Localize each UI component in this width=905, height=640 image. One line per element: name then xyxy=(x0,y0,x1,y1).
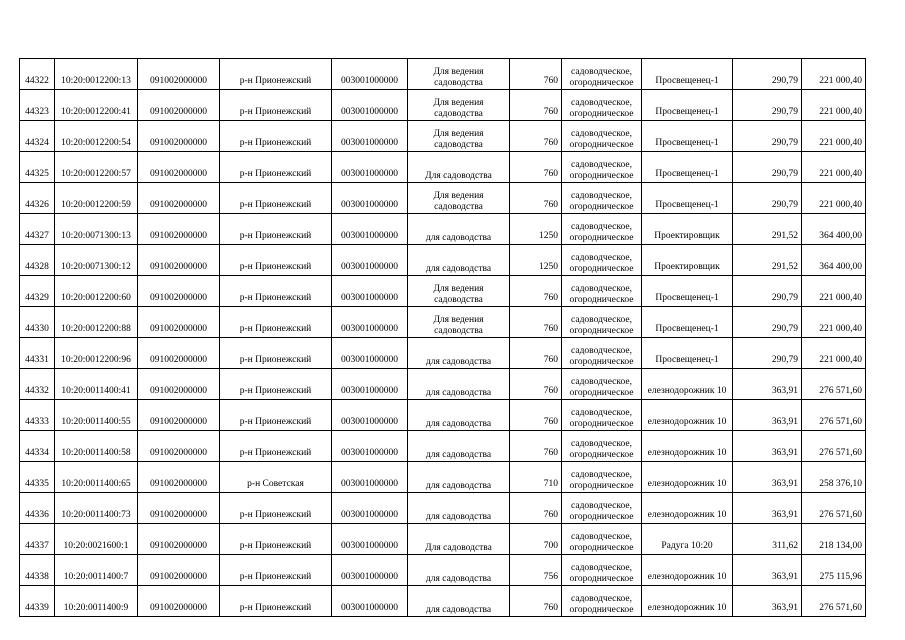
land-category-cell xyxy=(562,400,642,431)
association-cell: Просвещенец-1 xyxy=(642,152,733,183)
cadastral-number-cell: 10:20:0011400:9 xyxy=(55,586,138,617)
land-category-cell-line-1: садоводческое, xyxy=(571,67,632,77)
land-category-cell xyxy=(562,276,642,307)
rate-cell: 363,91 xyxy=(733,493,802,524)
cadastral-number-cell: 10:20:0012200:60 xyxy=(55,276,138,307)
district-cell: р-н Прионежский xyxy=(220,431,332,462)
record-number-cell: 44330 xyxy=(20,307,55,338)
permitted-use-cell-line-1: Для ведения xyxy=(433,98,484,108)
okato-code-cell: 091002000000 xyxy=(138,245,220,276)
oktmo-code-cell: 003001000000 xyxy=(332,245,408,276)
association-cell: Просвещенец-1 xyxy=(642,338,733,369)
area-cell: 760 xyxy=(510,493,562,524)
okato-code-cell: 091002000000 xyxy=(138,462,220,493)
record-number-cell: 44327 xyxy=(20,214,55,245)
land-category-cell-line-1: садоводческое, xyxy=(571,222,632,232)
district-cell: р-н Прионежский xyxy=(220,90,332,121)
permitted-use-cell xyxy=(408,555,510,586)
oktmo-code-cell: 003001000000 xyxy=(332,90,408,121)
land-category-cell-line-2: огородническое xyxy=(569,481,634,491)
cadastral-value-cell: 276 571,60 xyxy=(802,586,866,617)
land-category-cell-line-1: садоводческое, xyxy=(571,501,632,511)
oktmo-code-cell: 003001000000 xyxy=(332,276,408,307)
cadastral-value-cell: 221 000,40 xyxy=(802,307,866,338)
land-category-cell xyxy=(562,59,642,90)
permitted-use-cell-line-1: Для ведения xyxy=(433,284,484,294)
land-category-cell-line-2: огородническое xyxy=(569,233,634,243)
association-cell: Просвещенец-1 xyxy=(642,59,733,90)
land-category-cell-line-2: огородническое xyxy=(569,574,634,584)
land-category-cell-line-2: огородническое xyxy=(569,264,634,274)
permitted-use-cell xyxy=(408,152,510,183)
land-category-cell-line-2: огородническое xyxy=(569,202,634,212)
land-category-cell xyxy=(562,524,642,555)
record-number-cell: 44332 xyxy=(20,369,55,400)
permitted-use-cell xyxy=(408,586,510,617)
area-cell: 760 xyxy=(510,307,562,338)
permitted-use-cell-line-2: Для садоводства xyxy=(425,171,492,181)
area-cell: 760 xyxy=(510,90,562,121)
record-number-cell: 44336 xyxy=(20,493,55,524)
area-cell: 760 xyxy=(510,276,562,307)
association-cell: Просвещенец-1 xyxy=(642,90,733,121)
cadastral-number-cell: 10:20:0011400:65 xyxy=(55,462,138,493)
area-cell: 700 xyxy=(510,524,562,555)
permitted-use-cell-line-2: для садоводства xyxy=(425,388,492,398)
area-cell: 760 xyxy=(510,121,562,152)
table-row xyxy=(20,431,866,462)
record-number-cell: 44324 xyxy=(20,121,55,152)
permitted-use-cell xyxy=(408,462,510,493)
okato-code-cell: 091002000000 xyxy=(138,586,220,617)
cadastral-value-cell: 221 000,40 xyxy=(802,59,866,90)
association-cell: Проектировщик xyxy=(642,245,733,276)
permitted-use-cell-line-2: садоводства xyxy=(434,78,483,88)
association-cell: елезнодорожник 10 xyxy=(642,431,733,462)
land-category-cell xyxy=(562,555,642,586)
rate-cell: 290,79 xyxy=(733,276,802,307)
permitted-use-cell-line-1: Для ведения xyxy=(433,67,484,77)
cadastral-number-cell: 10:20:0012200:13 xyxy=(55,59,138,90)
area-cell: 760 xyxy=(510,59,562,90)
permitted-use-cell xyxy=(408,245,510,276)
land-category-cell-line-1: садоводческое, xyxy=(571,284,632,294)
permitted-use-cell-line-2: для садоводства xyxy=(425,481,492,491)
area-cell: 760 xyxy=(510,183,562,214)
permitted-use-cell-line-2: для садоводства xyxy=(425,512,492,522)
table-row xyxy=(20,183,866,214)
district-cell: р-н Прионежский xyxy=(220,276,332,307)
permitted-use-cell xyxy=(408,338,510,369)
cadastral-value-cell: 276 571,60 xyxy=(802,493,866,524)
oktmo-code-cell: 003001000000 xyxy=(332,493,408,524)
cadastral-number-cell: 10:20:0021600:1 xyxy=(55,524,138,555)
permitted-use-cell xyxy=(408,214,510,245)
land-category-cell-line-1: садоводческое, xyxy=(571,191,632,201)
okato-code-cell: 091002000000 xyxy=(138,338,220,369)
rate-cell: 363,91 xyxy=(733,586,802,617)
district-cell: р-н Советская xyxy=(220,462,332,493)
record-number-cell: 44335 xyxy=(20,462,55,493)
table-row xyxy=(20,369,866,400)
cadastral-value-cell: 276 571,60 xyxy=(802,369,866,400)
land-category-cell-line-2: огородническое xyxy=(569,78,634,88)
district-cell: р-н Прионежский xyxy=(220,338,332,369)
rate-cell: 363,91 xyxy=(733,555,802,586)
rate-cell: 363,91 xyxy=(733,431,802,462)
permitted-use-cell xyxy=(408,369,510,400)
permitted-use-cell-line-2: для садоводства xyxy=(425,264,492,274)
land-category-cell-line-1: садоводческое, xyxy=(571,253,632,263)
land-category-cell xyxy=(562,369,642,400)
land-category-cell-line-2: огородническое xyxy=(569,140,634,150)
cadastral-value-cell: 221 000,40 xyxy=(802,90,866,121)
table-row xyxy=(20,214,866,245)
record-number-cell: 44329 xyxy=(20,276,55,307)
cadastral-number-cell: 10:20:0011400:7 xyxy=(55,555,138,586)
land-category-cell-line-1: садоводческое, xyxy=(571,594,632,604)
oktmo-code-cell: 003001000000 xyxy=(332,555,408,586)
land-category-cell-line-1: садоводческое, xyxy=(571,98,632,108)
oktmo-code-cell: 003001000000 xyxy=(332,400,408,431)
cadastral-value-cell: 275 115,96 xyxy=(802,555,866,586)
record-number-cell: 44326 xyxy=(20,183,55,214)
oktmo-code-cell: 003001000000 xyxy=(332,369,408,400)
permitted-use-cell xyxy=(408,59,510,90)
okato-code-cell: 091002000000 xyxy=(138,121,220,152)
district-cell: р-н Прионежский xyxy=(220,152,332,183)
district-cell: р-н Прионежский xyxy=(220,555,332,586)
land-category-cell xyxy=(562,245,642,276)
cadastral-number-cell: 10:20:0071300:13 xyxy=(55,214,138,245)
cadastral-number-cell: 10:20:0011400:41 xyxy=(55,369,138,400)
land-category-cell xyxy=(562,493,642,524)
permitted-use-cell-line-2: для садоводства xyxy=(425,450,492,460)
okato-code-cell: 091002000000 xyxy=(138,59,220,90)
oktmo-code-cell: 003001000000 xyxy=(332,152,408,183)
permitted-use-cell xyxy=(408,400,510,431)
land-category-cell-line-1: садоводческое, xyxy=(571,377,632,387)
land-category-cell xyxy=(562,307,642,338)
cadastral-value-cell: 364 400,00 xyxy=(802,245,866,276)
cadastral-value-cell: 221 000,40 xyxy=(802,152,866,183)
association-cell: елезнодорожник 10 xyxy=(642,555,733,586)
land-category-cell-line-2: огородническое xyxy=(569,295,634,305)
rate-cell: 290,79 xyxy=(733,338,802,369)
land-category-cell xyxy=(562,431,642,462)
table-row xyxy=(20,152,866,183)
permitted-use-cell-line-2: для садоводства xyxy=(425,419,492,429)
cadastral-value-cell: 221 000,40 xyxy=(802,276,866,307)
cadastral-number-cell: 10:20:0011400:55 xyxy=(55,400,138,431)
table-row xyxy=(20,59,866,90)
okato-code-cell: 091002000000 xyxy=(138,555,220,586)
land-category-cell xyxy=(562,90,642,121)
okato-code-cell: 091002000000 xyxy=(138,307,220,338)
land-category-cell-line-2: огородническое xyxy=(569,326,634,336)
record-number-cell: 44322 xyxy=(20,59,55,90)
land-category-cell-line-1: садоводческое, xyxy=(571,315,632,325)
land-category-cell xyxy=(562,152,642,183)
rate-cell: 363,91 xyxy=(733,462,802,493)
okato-code-cell: 091002000000 xyxy=(138,183,220,214)
record-number-cell: 44323 xyxy=(20,90,55,121)
permitted-use-cell-line-2: садоводства xyxy=(434,295,483,305)
district-cell: р-н Прионежский xyxy=(220,586,332,617)
oktmo-code-cell: 003001000000 xyxy=(332,121,408,152)
land-category-cell-line-1: садоводческое, xyxy=(571,563,632,573)
area-cell: 760 xyxy=(510,369,562,400)
table-row xyxy=(20,586,866,617)
table-row xyxy=(20,524,866,555)
land-category-cell-line-2: огородническое xyxy=(569,357,634,367)
cadastral-number-cell: 10:20:0012200:59 xyxy=(55,183,138,214)
table-row xyxy=(20,338,866,369)
land-category-cell xyxy=(562,214,642,245)
okato-code-cell: 091002000000 xyxy=(138,276,220,307)
association-cell: елезнодорожник 10 xyxy=(642,462,733,493)
district-cell: р-н Прионежский xyxy=(220,493,332,524)
oktmo-code-cell: 003001000000 xyxy=(332,59,408,90)
land-category-cell-line-2: огородническое xyxy=(569,605,634,615)
district-cell: р-н Прионежский xyxy=(220,400,332,431)
record-number-cell: 44331 xyxy=(20,338,55,369)
land-category-cell-line-1: садоводческое, xyxy=(571,160,632,170)
land-category-cell-line-2: огородническое xyxy=(569,450,634,460)
area-cell: 760 xyxy=(510,431,562,462)
area-cell: 760 xyxy=(510,152,562,183)
table-row xyxy=(20,90,866,121)
permitted-use-cell-line-1: Для ведения xyxy=(433,315,484,325)
table-row xyxy=(20,307,866,338)
table-row xyxy=(20,462,866,493)
rate-cell: 290,79 xyxy=(733,307,802,338)
record-number-cell: 44339 xyxy=(20,586,55,617)
cadastral-number-cell: 10:20:0071300:12 xyxy=(55,245,138,276)
association-cell: Просвещенец-1 xyxy=(642,183,733,214)
cadastral-number-cell: 10:20:0012200:54 xyxy=(55,121,138,152)
table-row xyxy=(20,245,866,276)
rate-cell: 311,62 xyxy=(733,524,802,555)
table-row xyxy=(20,276,866,307)
table-row xyxy=(20,121,866,152)
rate-cell: 363,91 xyxy=(733,369,802,400)
okato-code-cell: 091002000000 xyxy=(138,152,220,183)
record-number-cell: 44325 xyxy=(20,152,55,183)
land-plots-table xyxy=(19,58,866,617)
permitted-use-cell xyxy=(408,121,510,152)
district-cell: р-н Прионежский xyxy=(220,183,332,214)
permitted-use-cell-line-1: Для ведения xyxy=(433,129,484,139)
table-row xyxy=(20,555,866,586)
area-cell: 760 xyxy=(510,586,562,617)
permitted-use-cell-line-2: для садоводства xyxy=(425,574,492,584)
permitted-use-cell xyxy=(408,307,510,338)
record-number-cell: 44333 xyxy=(20,400,55,431)
cadastral-value-cell: 258 376,10 xyxy=(802,462,866,493)
okato-code-cell: 091002000000 xyxy=(138,524,220,555)
permitted-use-cell xyxy=(408,183,510,214)
district-cell: р-н Прионежский xyxy=(220,214,332,245)
cadastral-value-cell: 221 000,40 xyxy=(802,338,866,369)
oktmo-code-cell: 003001000000 xyxy=(332,307,408,338)
district-cell: р-н Прионежский xyxy=(220,245,332,276)
association-cell: Просвещенец-1 xyxy=(642,121,733,152)
rate-cell: 363,91 xyxy=(733,400,802,431)
okato-code-cell: 091002000000 xyxy=(138,493,220,524)
district-cell: р-н Прионежский xyxy=(220,369,332,400)
cadastral-value-cell: 218 134,00 xyxy=(802,524,866,555)
area-cell: 760 xyxy=(510,338,562,369)
land-category-cell-line-1: садоводческое, xyxy=(571,129,632,139)
cadastral-number-cell: 10:20:0012200:88 xyxy=(55,307,138,338)
cadastral-number-cell: 10:20:0012200:57 xyxy=(55,152,138,183)
district-cell: р-н Прионежский xyxy=(220,524,332,555)
land-category-cell xyxy=(562,183,642,214)
permitted-use-cell xyxy=(408,90,510,121)
rate-cell: 291,52 xyxy=(733,245,802,276)
cadastral-number-cell: 10:20:0011400:58 xyxy=(55,431,138,462)
oktmo-code-cell: 003001000000 xyxy=(332,431,408,462)
district-cell: р-н Прионежский xyxy=(220,121,332,152)
area-cell: 1250 xyxy=(510,245,562,276)
area-cell: 756 xyxy=(510,555,562,586)
table-body xyxy=(20,59,866,617)
association-cell: елезнодорожник 10 xyxy=(642,586,733,617)
permitted-use-cell-line-2: для садоводства xyxy=(425,605,492,615)
area-cell: 760 xyxy=(510,400,562,431)
oktmo-code-cell: 003001000000 xyxy=(332,183,408,214)
land-category-cell-line-2: огородническое xyxy=(569,171,634,181)
cadastral-number-cell: 10:20:0012200:41 xyxy=(55,90,138,121)
okato-code-cell: 091002000000 xyxy=(138,369,220,400)
land-category-cell-line-2: огородническое xyxy=(569,109,634,119)
land-category-cell-line-2: огородническое xyxy=(569,543,634,553)
rate-cell: 290,79 xyxy=(733,90,802,121)
oktmo-code-cell: 003001000000 xyxy=(332,586,408,617)
permitted-use-cell-line-2: садоводства xyxy=(434,326,483,336)
association-cell: елезнодорожник 10 xyxy=(642,400,733,431)
cadastral-number-cell: 10:20:0012200:96 xyxy=(55,338,138,369)
permitted-use-cell xyxy=(408,524,510,555)
rate-cell: 290,79 xyxy=(733,59,802,90)
land-category-cell-line-1: садоводческое, xyxy=(571,346,632,356)
land-category-cell xyxy=(562,338,642,369)
land-category-cell-line-1: садоводческое, xyxy=(571,439,632,449)
okato-code-cell: 091002000000 xyxy=(138,431,220,462)
permitted-use-cell xyxy=(408,493,510,524)
land-category-cell-line-1: садоводческое, xyxy=(571,470,632,480)
permitted-use-cell-line-1: Для ведения xyxy=(433,191,484,201)
area-cell: 710 xyxy=(510,462,562,493)
rate-cell: 290,79 xyxy=(733,121,802,152)
land-category-cell-line-1: садоводческое, xyxy=(571,532,632,542)
land-category-cell-line-2: огородническое xyxy=(569,419,634,429)
record-number-cell: 44328 xyxy=(20,245,55,276)
association-cell: Просвещенец-1 xyxy=(642,276,733,307)
permitted-use-cell-line-2: садоводства xyxy=(434,109,483,119)
cadastral-number-cell: 10:20:0011400:73 xyxy=(55,493,138,524)
record-number-cell: 44337 xyxy=(20,524,55,555)
permitted-use-cell-line-2: для садоводства xyxy=(425,357,492,367)
association-cell: Проектировщик xyxy=(642,214,733,245)
permitted-use-cell-line-2: садоводства xyxy=(434,202,483,212)
permitted-use-cell xyxy=(408,431,510,462)
land-category-cell-line-2: огородническое xyxy=(569,388,634,398)
okato-code-cell: 091002000000 xyxy=(138,214,220,245)
oktmo-code-cell: 003001000000 xyxy=(332,338,408,369)
oktmo-code-cell: 003001000000 xyxy=(332,462,408,493)
land-category-cell xyxy=(562,586,642,617)
association-cell: елезнодорожник 10 xyxy=(642,369,733,400)
record-number-cell: 44338 xyxy=(20,555,55,586)
rate-cell: 290,79 xyxy=(733,183,802,214)
district-cell: р-н Прионежский xyxy=(220,59,332,90)
okato-code-cell: 091002000000 xyxy=(138,400,220,431)
association-cell: Радуга 10:20 xyxy=(642,524,733,555)
association-cell: Просвещенец-1 xyxy=(642,307,733,338)
oktmo-code-cell: 003001000000 xyxy=(332,214,408,245)
land-category-cell-line-2: огородническое xyxy=(569,512,634,522)
permitted-use-cell-line-2: садоводства xyxy=(434,140,483,150)
district-cell: р-н Прионежский xyxy=(220,307,332,338)
association-cell: елезнодорожник 10 xyxy=(642,493,733,524)
permitted-use-cell-line-2: для садоводства xyxy=(425,233,492,243)
record-number-cell: 44334 xyxy=(20,431,55,462)
cadastral-value-cell: 221 000,40 xyxy=(802,183,866,214)
okato-code-cell: 091002000000 xyxy=(138,90,220,121)
table-row xyxy=(20,400,866,431)
oktmo-code-cell: 003001000000 xyxy=(332,524,408,555)
table-row xyxy=(20,493,866,524)
land-category-cell-line-1: садоводческое, xyxy=(571,408,632,418)
area-cell: 1250 xyxy=(510,214,562,245)
land-category-cell xyxy=(562,121,642,152)
permitted-use-cell-line-2: Для садоводства xyxy=(425,543,492,553)
rate-cell: 290,79 xyxy=(733,152,802,183)
permitted-use-cell xyxy=(408,276,510,307)
cadastral-value-cell: 221 000,40 xyxy=(802,121,866,152)
rate-cell: 291,52 xyxy=(733,214,802,245)
cadastral-value-cell: 364 400,00 xyxy=(802,214,866,245)
cadastral-value-cell: 276 571,60 xyxy=(802,431,866,462)
cadastral-value-cell: 276 571,60 xyxy=(802,400,866,431)
land-category-cell xyxy=(562,462,642,493)
